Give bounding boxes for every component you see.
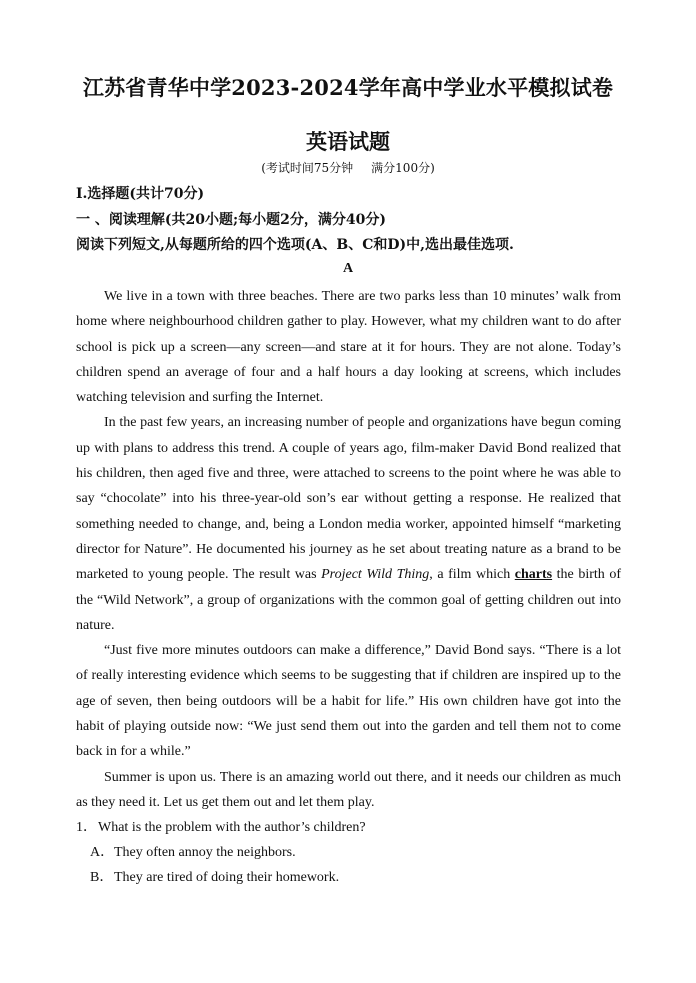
passage-label: A xyxy=(342,261,354,276)
paragraph-1: We live in a town with three beaches. There are two parks less than 10 minutes’ walk from home where neighbourhood children gather to play. However, what my children want to do after school is pick up a screen—any screen—and stare at it for hours. They are not alone. Today’s children spend an average of four and a half hours a day looking at screens, which includes watching television and surfing the Internet. xyxy=(76,289,621,406)
underlined-keyword: charts xyxy=(514,567,553,583)
question-stem xyxy=(76,815,621,840)
instruction: 阅读下列短文,从每题所给的四个选项(A、B、C和D)中,选出最佳选项. xyxy=(76,237,514,253)
exam-time: (考试时间75分钟 xyxy=(261,161,354,175)
question-text: What is the problem with the author’s children? xyxy=(98,820,366,835)
film-title: Project Wild Thing xyxy=(321,567,430,583)
option-text: They are tired of doing their homework. xyxy=(114,870,340,885)
paragraph-2-text-a: In the past few years, an increasing number of people and organizations have begun coming up with plans to address this trend. A couple of years ago, film-maker David Bond realized that his children, then aged five and three, were attached to screens to the point where he was able to say “chocolate” into his three-year-old son’s ear without getting a response. He realized that something needed to change, and, being a London media worker, appointed himself “marketing director for Nature”. He documented his journey as he set about treating nature as a brand to be marketed to young people. The result was xyxy=(76,415,621,583)
question-number: 1． xyxy=(76,820,97,835)
section-heading: I.选择题(共计70分) xyxy=(76,186,205,202)
option-text: They often annoy the neighbors. xyxy=(114,845,296,860)
exam-score: 满分100分) xyxy=(371,161,435,175)
paragraph-4: Summer is upon us. There is an amazing world out there, and it needs our children as much as they need it. Let us get them out and let them play. xyxy=(76,769,621,810)
passage-body xyxy=(76,284,621,815)
option-b[interactable] xyxy=(76,865,621,890)
option-letter: A． xyxy=(90,845,115,860)
exam-subtitle: 英语试题 xyxy=(306,129,390,154)
option-a[interactable] xyxy=(76,840,621,865)
question-1 xyxy=(76,815,621,890)
exam-info xyxy=(0,159,696,176)
part-heading: 一 、阅读理解(共20小题;每小题2分，满分40分) xyxy=(76,212,386,228)
paragraph-3: “Just five more minutes outdoors can make a difference,” David Bond says. “There is a lot of really interesting evidence which seems to be suggesting that if children are inspired up to the age of seven, then being outdoors will be a habit for life.” His own children have got into the habit of playing outside now: “We just send them out into the garden and tell them not to come back in for a while.” xyxy=(76,643,621,760)
paragraph-2 xyxy=(76,410,621,638)
exam-title: 江苏省青华中学2023-2024学年高中学业水平模拟试卷 xyxy=(82,75,614,100)
paragraph-2-text-b: , a film which xyxy=(429,567,515,583)
paragraph-2-text-c: the birth of the “Wild Network”, a group of organizations with the common goal of getting children out into nature. xyxy=(76,567,621,633)
option-letter: B． xyxy=(90,870,114,885)
